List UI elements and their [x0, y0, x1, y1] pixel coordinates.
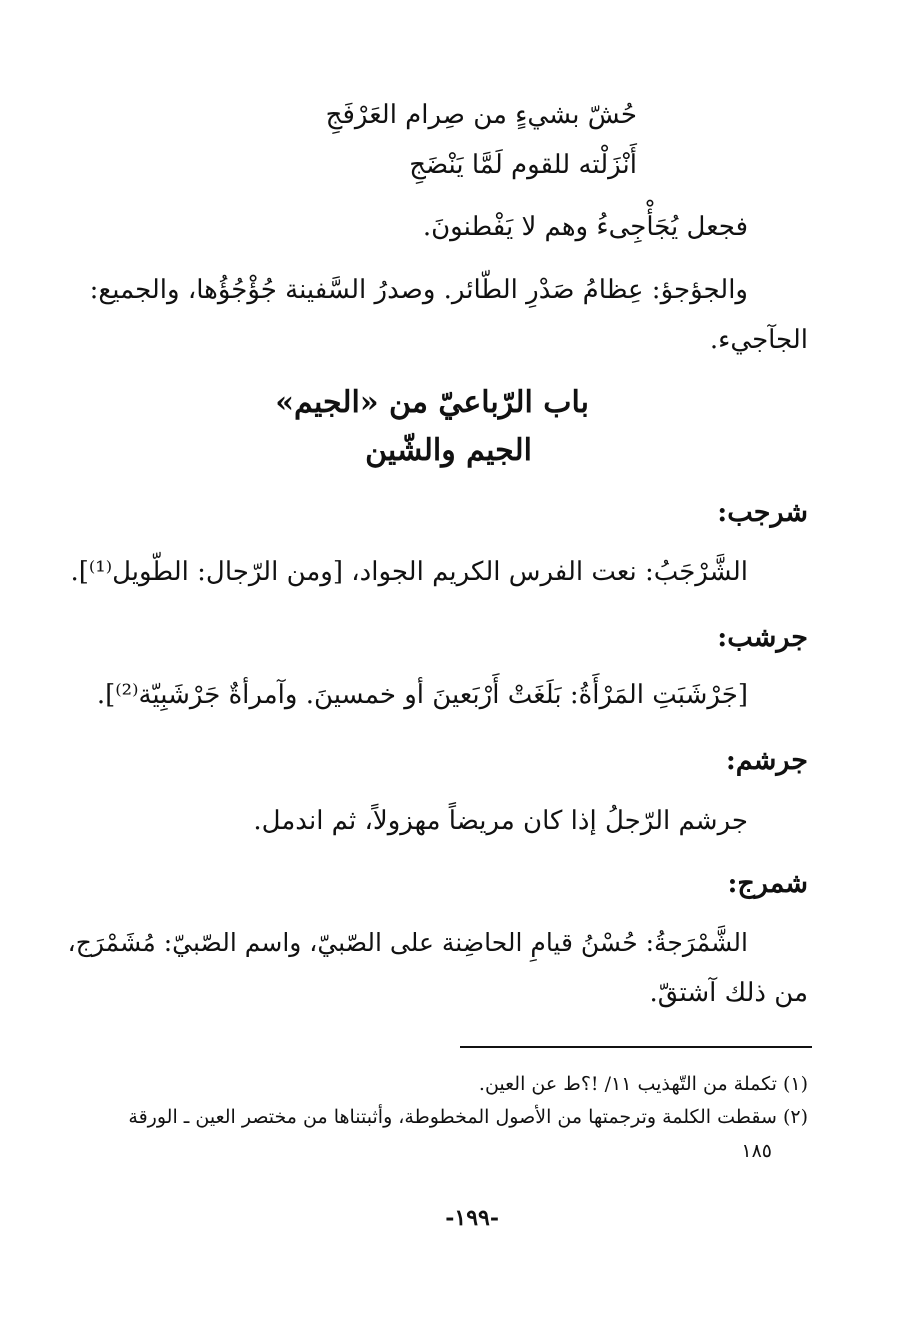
entry-text-shmrj-line-1: الشَّمْرَجةُ: حُسْنُ قيامِ الحاضِنة على الصّبيّ، واسم الصّبيّ: مُشَمْرَج،	[67, 928, 748, 957]
verse-line-1: حُشّ بشيءٍ من صِرام العَرْفَجِ	[325, 100, 637, 130]
paragraph-2-line-1: والجؤجؤ: عِظامُ صَدْرِ الطّائر. وصدرُ السَّفينة جُؤْجُؤُها، والجميع:	[89, 275, 748, 305]
verse-line-2: أَنْزَلْته للقوم لَمَّا يَنْضَجِ	[409, 150, 637, 180]
paragraph-1: فجعل يُجَأْجِىءُ وهم لا يَفْطنونَ.	[422, 212, 748, 242]
footnote-2: (٢) سقطت الكلمة وترجمتها من الأصول المخطوطة، وأثبتناها من مختصر العين ـ الورقة	[128, 1106, 808, 1128]
entry-text-jrshb: [جَرْشَبَتِ المَرْأَةُ: بَلَغَتْ أَرْبَعينَ أو خمسينَ. وآمرأةٌ جَرْشَبِيّة⁽²⁾].	[96, 680, 748, 710]
section-heading: الجيم والشّين	[365, 433, 532, 468]
page-number: -١٩٩-	[445, 1205, 499, 1231]
footnote-2-continued: ١٨٥	[741, 1140, 772, 1162]
entry-text-jrshm: جرشم الرّجلُ إذا كان مريضاً مهزولاً، ثم اندمل.	[253, 806, 748, 836]
chapter-heading: باب الرّباعيّ من «الجيم»	[275, 385, 589, 420]
footnote-divider	[460, 1046, 812, 1048]
paragraph-2-line-2: الجآجيء.	[709, 325, 808, 355]
entry-text-shmrj-line-2: من ذلك آشتقّ.	[649, 978, 808, 1008]
entry-head-jrshb: جرشب:	[717, 622, 808, 653]
entry-text-shrjb: الشَّرْجَبُ: نعت الفرس الكريم الجواد، [ومن الرّجال: الطّويل⁽¹⁾].	[70, 557, 748, 587]
footnote-1: (١) تكملة من التّهذيب ١١/ !؟ط عن العين.	[478, 1073, 808, 1095]
entry-head-shrjb: شرجب:	[717, 497, 808, 528]
entry-head-shmrj: شمرج:	[727, 868, 808, 899]
entry-head-jrshm: جرشم:	[725, 745, 808, 776]
